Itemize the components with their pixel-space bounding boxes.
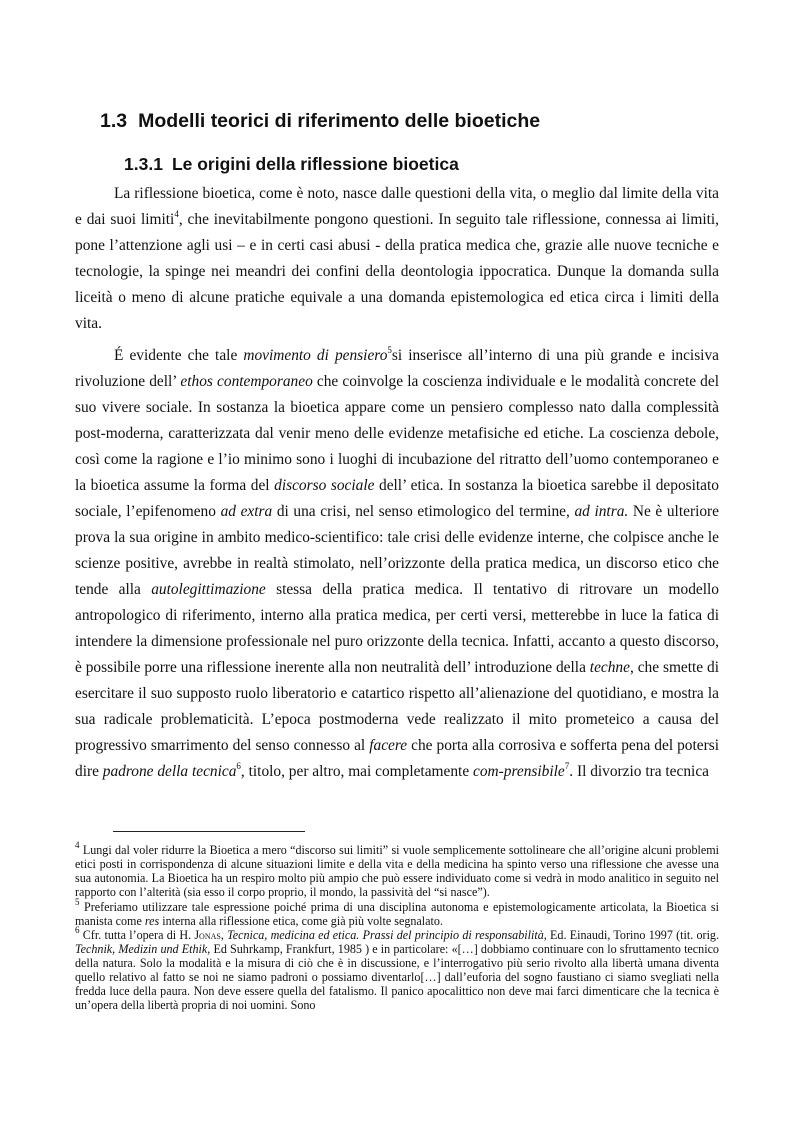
footnote-number: 5 <box>75 896 80 907</box>
section-title: Modelli teorici di riferimento delle bioetiche <box>138 110 541 132</box>
footnote-4 <box>75 839 719 900</box>
paragraph-text: É evidente che tale <box>114 347 244 364</box>
footnote-5 <box>75 896 719 929</box>
footnote-book-title: Tecnica, medicina ed etica. Prassi del principio di responsabilità <box>227 928 544 943</box>
footnote-ref-6[interactable]: 6 <box>236 760 241 771</box>
italic-term: discorso sociale <box>274 477 375 494</box>
footnotes <box>75 839 720 1014</box>
italic-term: ad intra. <box>574 503 629 520</box>
paragraph-text: La riflessione bioetica, come è noto, nasce dalle questioni della vita, o meglio dal limite della vita e dai suoi limiti <box>75 185 719 228</box>
paragraph-text: si inserisce all’interno di una più grande e incisiva rivoluzione dell’ <box>75 347 719 390</box>
italic-term: facere <box>369 737 408 754</box>
paragraph-text: , che smette di esercitare il suo supposto ruolo liberatorio e catartico rispetto all’alienazione del quotidiano, e mostra la sua radicale problematicità. L’epoca postmoderna vede realizzato il mito prometeico a causa del progressivo smarrimento del senso connesso al <box>75 659 719 754</box>
footnote-ref-7[interactable]: 7 <box>564 760 570 771</box>
italic-term: com-prensibile <box>473 763 565 780</box>
footnote-separator <box>113 831 305 832</box>
footnote-text: Cfr. tutta l’opera di H. <box>79 928 195 943</box>
paragraph-text: , titolo, per altro, mai completamente <box>240 763 473 780</box>
paragraph-text: . Il divorzio tra tecnica <box>569 763 709 780</box>
paragraph-text: , che inevitabilmente pongono questioni. In seguito tale riflessione, connessa ai limiti, pone l’attenzione agli usi – e in certi casi abusi - della pratica medica che, grazie alle nuove tecniche e tecnologie, la spinge nei meandri dei confini della deontologia ippocratica. Dunque la domanda sulla liceità o meno di alcune pratiche equivale a una domanda epistemologica ed etica circa i limiti della vita. <box>75 211 719 332</box>
footnote-text: , Ed. Einaudi, Torino 1997 (tit. orig. <box>543 928 720 943</box>
footnote-6 <box>75 925 720 1012</box>
footnote-text: Lungi dal voler ridurre la Bioetica a mero “discorso sui limiti” si vuole semplicemente sottolineare che all’origine alcuni problemi etici posti in corrispondenza di alcune situazioni limite e della vita e della medicina ha spinto verso una riflessione che avesse una sua autonomia. La Bioetica ha un respiro molto più ampio che può essere individuato come si vedrà in modo analitico in seguito nel rapporto con l’alterità (sia esso il corpo proprio, il mondo, la passività del “si nasce”). <box>75 843 719 899</box>
footnote-text: , <box>220 928 228 943</box>
footnote-text: Preferiamo utilizzare tale espressione poiché prima di una disciplina autonoma e epistemologicamente articolata, la Bioetica si manista come <box>75 899 719 928</box>
paragraph-text: che coinvolge la coscienza individuale e le modalità concrete del suo vivere sociale. In sostanza la bioetica appare come un pensiero complesso nato dalla complessità post-moderna, caratterizzata dal venir meno delle evidenze metafisiche ed etiche. La coscienza debole, così come la ragione e l’io minimo sono i luoghi di incubazione del ritratto dell’uomo contemporaneo e la bioetica assume la forma del <box>75 373 719 494</box>
footnote-italic: res <box>144 913 160 928</box>
italic-term: techne <box>589 659 630 676</box>
section-number: 1.3 <box>100 110 128 132</box>
subsection-title: Le origini della riflessione bioetica <box>171 154 459 174</box>
footnote-book-title: Technik, Medizin und Ethik, <box>75 942 211 957</box>
paragraph-text: che porta alla corrosiva e sofferta pena del potersi dire <box>75 737 719 780</box>
subsection-heading <box>124 154 459 175</box>
italic-term: ethos contemporaneo <box>180 373 313 390</box>
subsection-number: 1.3.1 <box>124 154 163 174</box>
italic-term: ad extra <box>220 503 273 520</box>
footnote-author: Jonas <box>194 928 221 943</box>
italic-term: padrone della tecnica <box>102 763 237 780</box>
footnote-ref-5[interactable]: 5 <box>387 344 392 355</box>
footnote-number: 6 <box>75 925 80 936</box>
italic-term: movimento di pensiero <box>243 347 388 364</box>
footnote-text: Ed Suhrkamp, Frankfurt, 1985 ) e in particolare: «[…] dobbiamo continuare con lo sfruttamento tecnico della natura. Solo la modalità e la misura di ciò che è in discussione, e l’interrogativo più serio rivolto alla libertà umana diventa quello relativo al fatto se noi ne siamo padroni o possiamo diventarlo[…] dall’euforia del sogno faustiano ci siamo svegliati nella fredda luce della paura. Non deve essere quella del fatalismo. Il panico apocalittico non deve mai farci dimenticare che la tecnica è un’opera della libertà propria di noi uomini. Sono <box>75 942 719 1012</box>
footnote-text: interna alla riflessione etica, come già più volte segnalato. <box>159 913 443 928</box>
italic-term: autolegittimazione <box>151 581 266 598</box>
footnote-ref-4[interactable]: 4 <box>174 208 179 219</box>
body-paragraph-2 <box>75 343 719 785</box>
section-heading <box>100 110 540 133</box>
footnote-number: 4 <box>75 839 80 850</box>
paragraph-text: di una crisi, nel senso etimologico del termine, <box>272 503 575 520</box>
paragraph-text: stessa della pratica medica. Il tentativo di ritrovare un modello antropologico di riferimento, interno alla pratica medica, per certi versi, metterebbe in luce la fatica di intendere la dimensione professionale nel puro orizzonte della tecnica. Infatti, accanto a questo discorso, è possibile porre una riflessione inerente alla non neutralità dell’ introduzione della <box>75 581 719 676</box>
paragraph-text: Ne è ulteriore prova la sua origine in ambito medico-scientifico: tale crisi delle evidenze interne, che colpisce anche le scienze positive, avrebbe in realtà stimolato, nell’orizzonte della pratica medica, un discorso etico che tende alla <box>75 503 719 598</box>
body-paragraph-1 <box>75 181 719 337</box>
paragraph-text: dell’ etica. In sostanza la bioetica sarebbe il depositato sociale, l’epifenomeno <box>75 477 719 520</box>
